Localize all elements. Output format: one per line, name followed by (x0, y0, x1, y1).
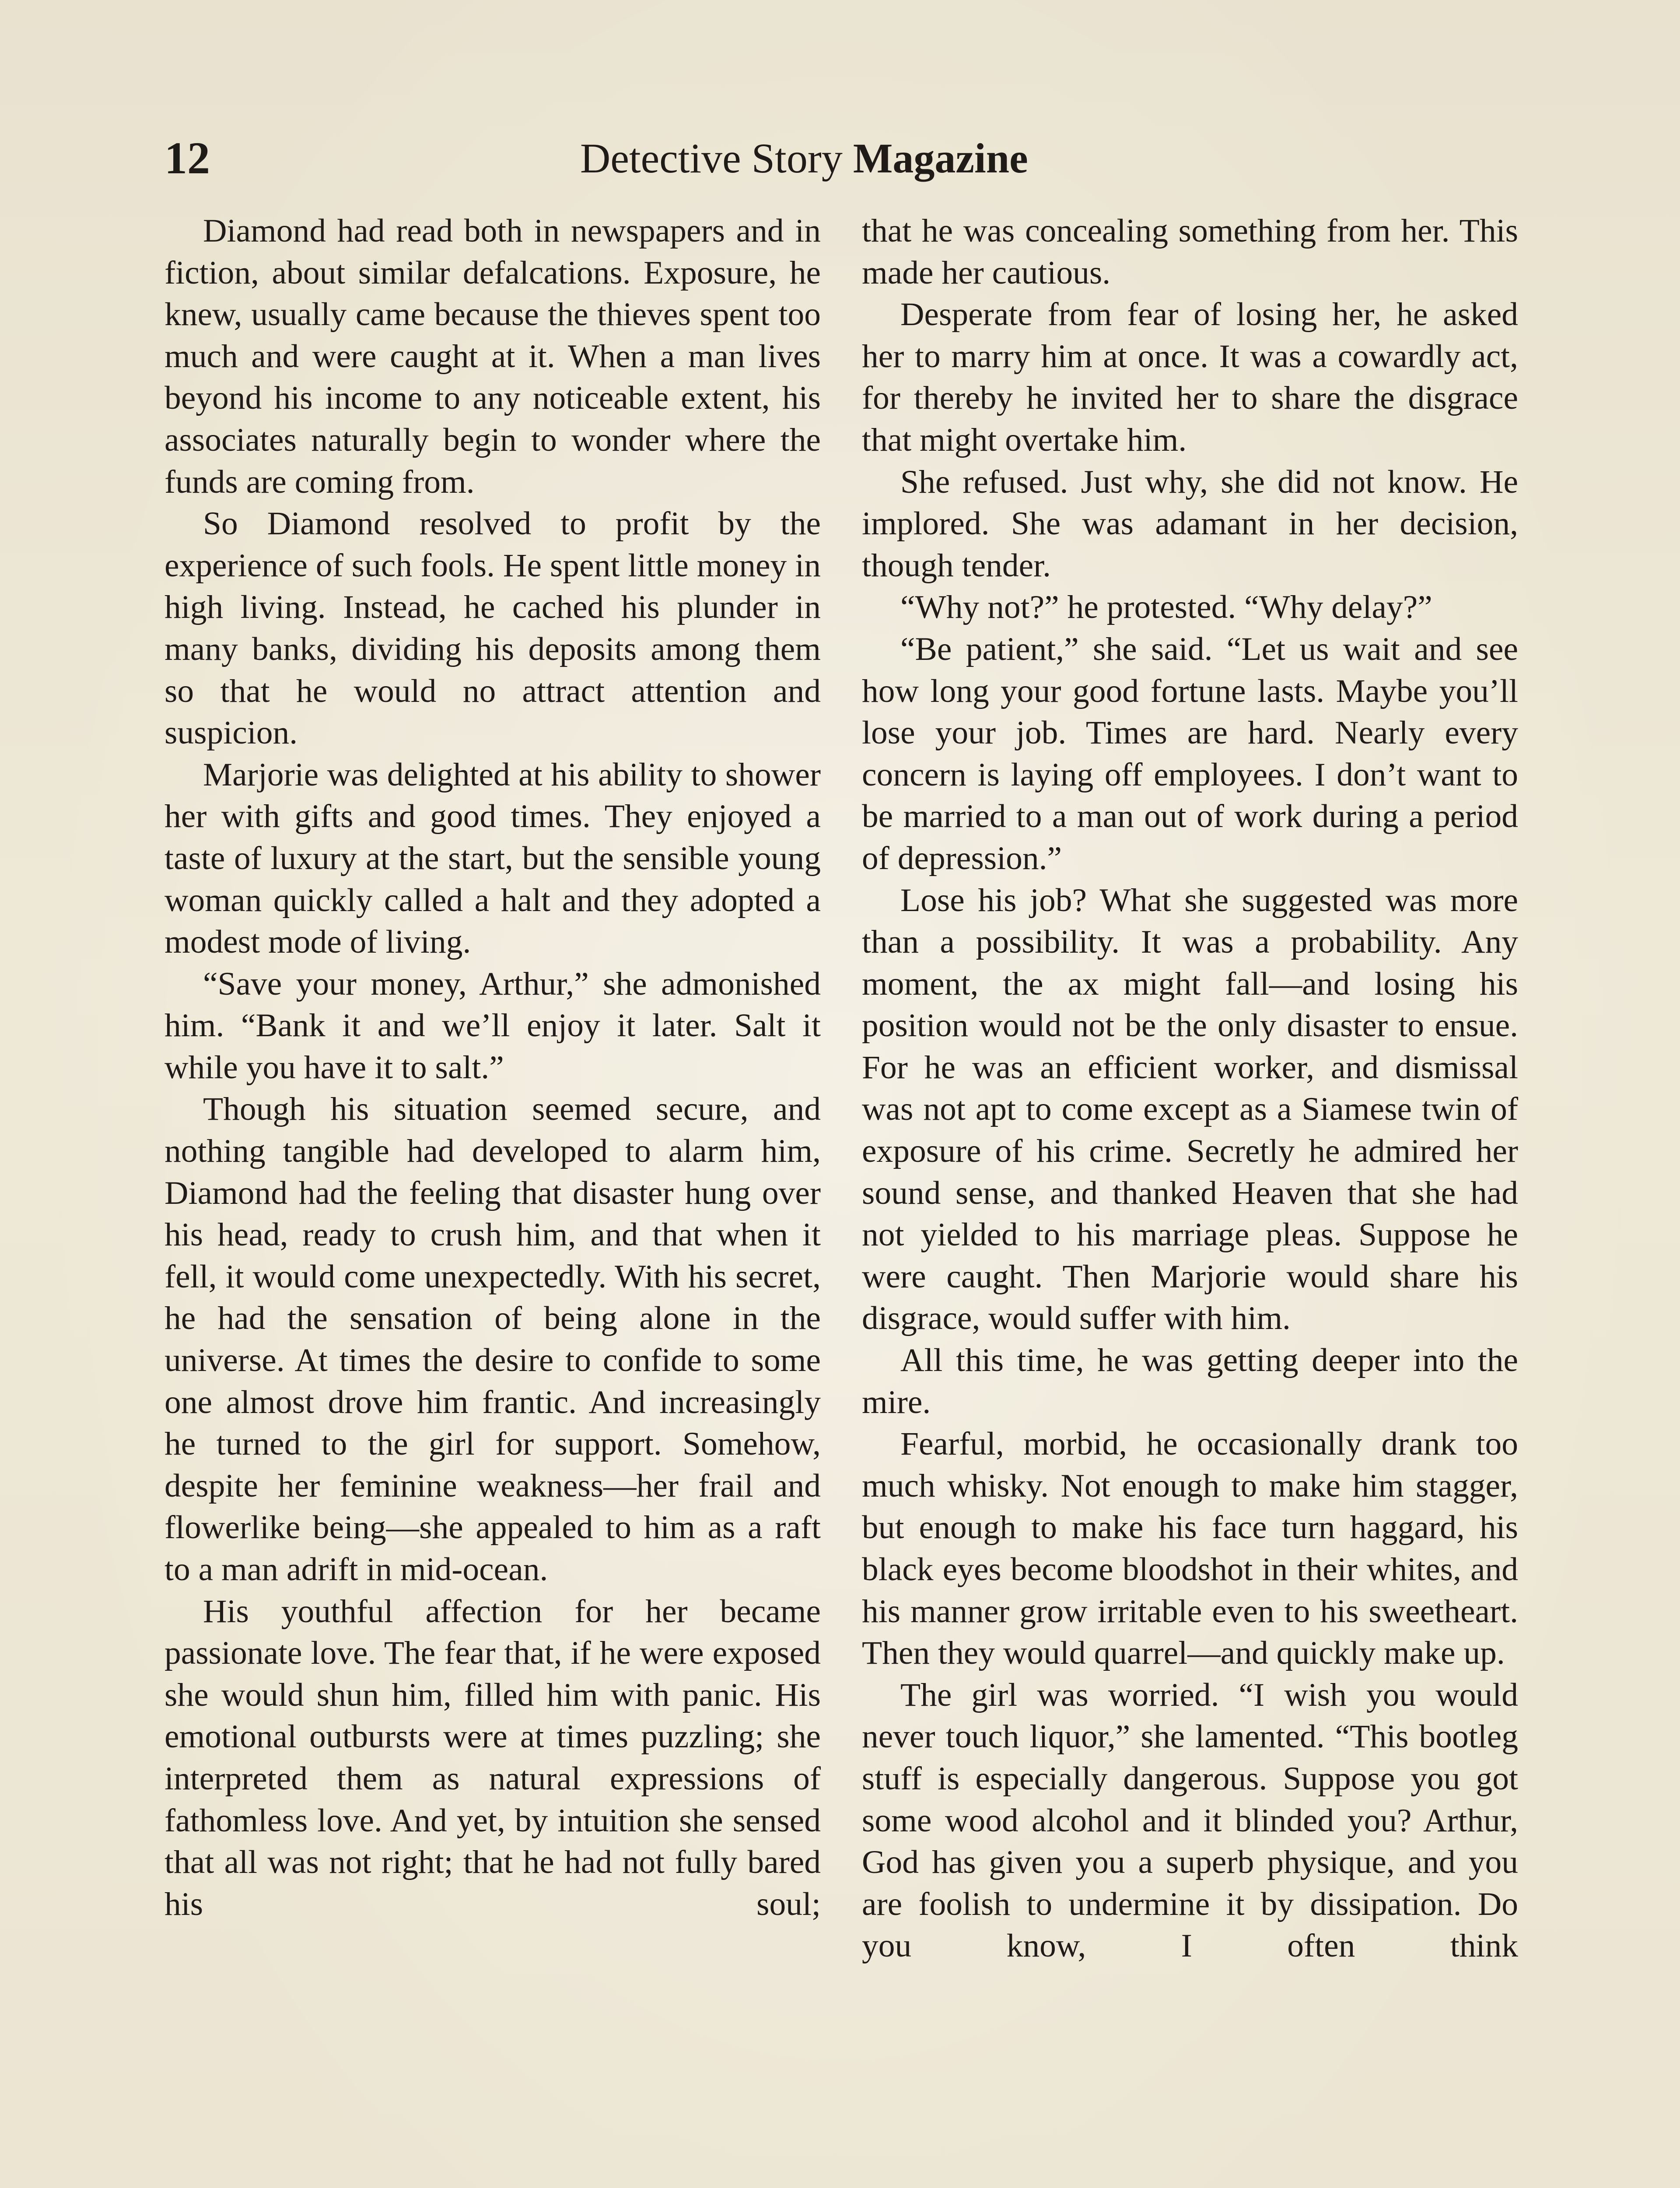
paragraph: “Save your money, Arthur,” she admonished him. “Bank it and we’ll enjoy it later. Salt it while you have it to salt.” (164, 965, 821, 1086)
page-header (164, 119, 1105, 198)
paragraph: The girl was worried. “I wish you would never touch liquor,” she lamented. “This bootleg stuff is especially dangerous. Suppose you got some wood alcohol and it blinded you? Arthur, God has given you a superb physique, and you are foolish to undermine it by dissipation. Do you know, I often think (862, 1676, 1518, 1964)
paragraph: Lose his job? What she suggested was more than a possibility. It was a probability. Any moment, the ax might fall—and losing his position would not be the only disaster to ensue. For he was an efficient worker, and dismissal was not apt to come except as a Siamese twin of exposure of his crime. Secretly he admired her sound sense, and thanked Heaven that she had not yielded to his marriage pleas. Suppose he were caught. Then Marjorie would share his disgrace, would suffer with him. (862, 882, 1518, 1337)
right-text-column (862, 210, 1518, 1967)
running-title-part1: Detective Story (580, 135, 853, 182)
paragraph: So Diamond resolved to profit by the experience of such fools. He spent little money in high living. Instead, he cached his plunder in many banks, dividing his deposits among them so that he would no attract attention and suspicion. (164, 505, 821, 751)
paragraph: All this time, he was getting deeper into the mire. (862, 1342, 1518, 1420)
paragraph: Desperate from fear of losing her, he asked her to marry him at once. It was a cowardly act, for thereby he invited her to share the disgrace that might overtake him. (862, 296, 1518, 458)
paragraph: Marjorie was delighted at his ability to shower her with gifts and good times. They enjoyed a taste of luxury at the start, but the sensible young woman quickly called a halt and they adopted a modest mode of living. (164, 756, 821, 961)
paragraph: She refused. Just why, she did not know. He implored. She was adamant in her decision, though tender. (862, 463, 1518, 584)
paragraph: that he was concealing something from her. This made her cautious. (862, 213, 1518, 291)
paragraph: Fearful, morbid, he occasionally drank too much whisky. Not enough to make him stagger, but enough to make his face turn haggard, his black eyes become bloodshot in their whites, and his manner grow irritable even to his sweetheart. Then they would quarrel—and quickly make up. (862, 1426, 1518, 1672)
paragraph: His youthful affection for her became passionate love. The fear that, if he were exposed she would shun him, filled him with panic. His emotional outbursts were at times puzzling; she interpreted them as natural expressions of fathomless love. And yet, by intuition she sensed that all was not right; that he had not fully bared his soul; (164, 1593, 821, 1922)
running-title-part2: Magazine (853, 135, 1028, 182)
paragraph: Though his situation seemed secure, and nothing tangible had developed to alarm him, Diamond had the feeling that disaster hung over his head, ready to crush him, and that when it fell, it would come unexpectedly. With his secret, he had the sensation of being alone in the universe. At times the desire to confide to some one almost drove him frantic. And increasingly he turned to the girl for support. Somehow, despite her feminine weakness—her frail and flowerlike being—she appealed to him as a raft to a man adrift in mid-ocean. (164, 1091, 821, 1588)
paragraph: “Be patient,” she said. “Let us wait and see how long your good fortune lasts. Maybe you’ll lose your job. Times are hard. Nearly every concern is laying off employees. I don’t want to be married to a man out of work during a period of depression.” (862, 631, 1518, 877)
running-title (580, 119, 1028, 198)
paragraph: “Why not?” he protested. “Why delay?” (900, 589, 1432, 626)
page-number: 12 (164, 133, 210, 183)
left-text-column (164, 210, 821, 1925)
paragraph: Diamond had read both in newspapers and in fiction, about similar defalcations. Exposure, he knew, usually came because the thieves spent too much and were caught at it. When a man lives beyond his income to any noticeable extent, his associates naturally begin to wonder where the funds are coming from. (164, 213, 821, 500)
